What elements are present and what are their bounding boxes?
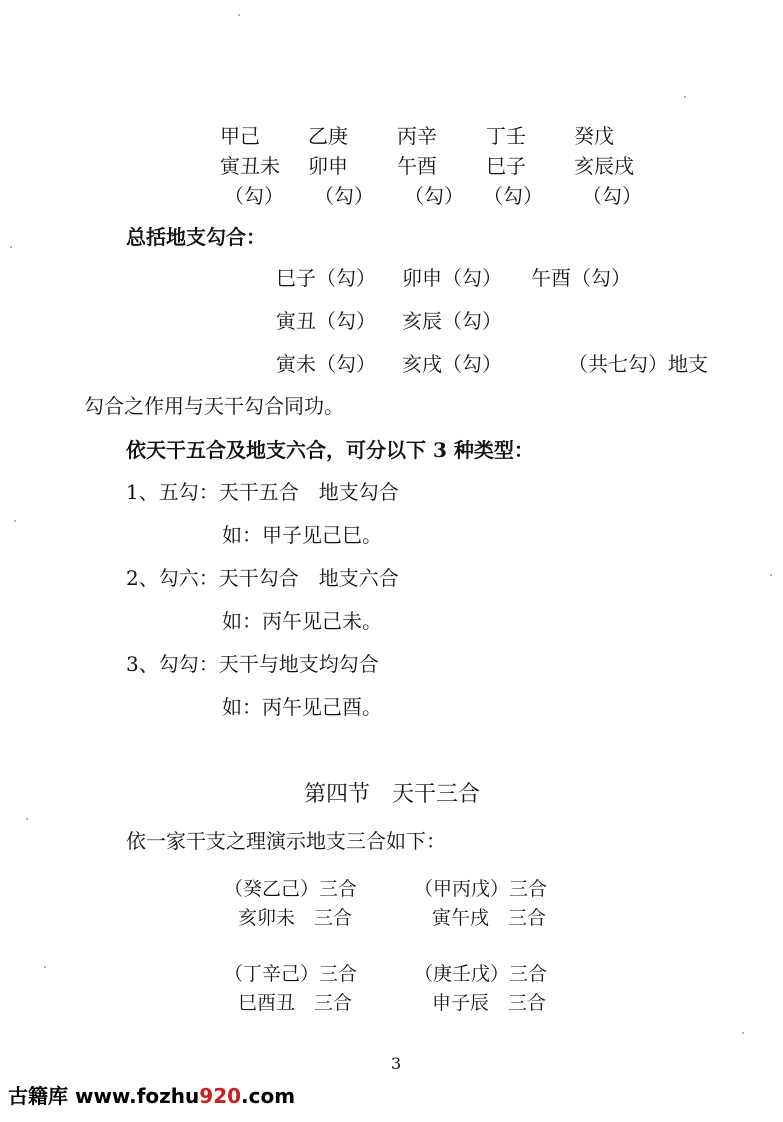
type-example: 如：甲子见己巳。 xyxy=(222,523,382,547)
stem-pair: 丁壬 xyxy=(486,124,526,148)
stem-pair: 甲己 xyxy=(220,124,260,148)
stem-pair: 乙庚 xyxy=(308,124,348,148)
section-heading: 第四节 天干三合 xyxy=(304,782,481,807)
summary-item: 寅未（勾） xyxy=(276,352,376,376)
stem-pair: 癸戊 xyxy=(574,124,614,148)
type-title: 2、勾六：天干勾合 地支六合 xyxy=(126,566,399,590)
branch-group: 午酉 xyxy=(397,154,437,178)
gou-marker: （勾） xyxy=(314,184,374,208)
type-example: 如：丙午见己未。 xyxy=(222,609,382,633)
summary-item: （共七勾）地支 xyxy=(568,352,708,376)
type-example: 如：丙午见己酉。 xyxy=(222,695,382,719)
page-number: 3 xyxy=(391,1054,402,1073)
gou-marker: （勾） xyxy=(404,184,464,208)
triad-line: （丁辛己）三合 xyxy=(224,963,358,985)
scan-speck xyxy=(238,14,240,16)
summary-item: 亥辰（勾） xyxy=(402,309,502,333)
site-watermark xyxy=(8,1086,295,1106)
summary-item: 亥戌（勾） xyxy=(402,352,502,376)
scan-speck xyxy=(742,1032,744,1034)
gou-marker: （勾） xyxy=(224,184,284,208)
triad-line: 申子辰 三合 xyxy=(432,992,547,1014)
triad-line: 亥卯未 三合 xyxy=(238,907,353,929)
scan-speck xyxy=(44,966,46,968)
type-title: 1、五勾：天干五合 地支勾合 xyxy=(126,480,399,504)
gou-marker: （勾） xyxy=(483,184,543,208)
triad-line: （癸乙己）三合 xyxy=(224,878,358,900)
summary-title: 总括地支勾合： xyxy=(126,225,266,249)
types-intro: 依天干五合及地支六合，可分以下 3 种类型： xyxy=(126,438,534,462)
watermark-number: 920 xyxy=(199,1084,242,1108)
summary-item: 巳子（勾） xyxy=(276,266,376,290)
branch-group: 寅丑未 xyxy=(220,154,280,178)
section-intro: 依一家干支之理演示地支三合如下： xyxy=(126,829,446,853)
scan-speck xyxy=(770,574,772,576)
triad-line: （庚壬戊）三合 xyxy=(414,963,548,985)
watermark-prefix: 古籍库 www.fozhu xyxy=(8,1084,200,1108)
watermark-suffix: .com xyxy=(241,1084,296,1108)
triad-line: （甲丙戊）三合 xyxy=(414,878,548,900)
summary-item: 卯申（勾） xyxy=(402,266,502,290)
summary-item: 午酉（勾） xyxy=(531,266,631,290)
scan-speck xyxy=(684,96,686,98)
scan-speck xyxy=(14,520,16,522)
gou-marker: （勾） xyxy=(582,184,642,208)
type-title: 3、勾勾：天干与地支均勾合 xyxy=(126,652,379,676)
scan-speck xyxy=(10,246,12,248)
triad-line: 巳酉丑 三合 xyxy=(238,992,353,1014)
branch-group: 卯申 xyxy=(308,154,348,178)
stem-pair: 丙辛 xyxy=(397,124,437,148)
branch-group: 巳子 xyxy=(486,154,526,178)
branch-group: 亥辰戌 xyxy=(574,154,634,178)
scan-speck xyxy=(26,818,28,820)
paragraph: 勾合之作用与天干勾合同功。 xyxy=(84,394,344,418)
triad-line: 寅午戌 三合 xyxy=(432,907,547,929)
summary-item: 寅丑（勾） xyxy=(276,309,376,333)
